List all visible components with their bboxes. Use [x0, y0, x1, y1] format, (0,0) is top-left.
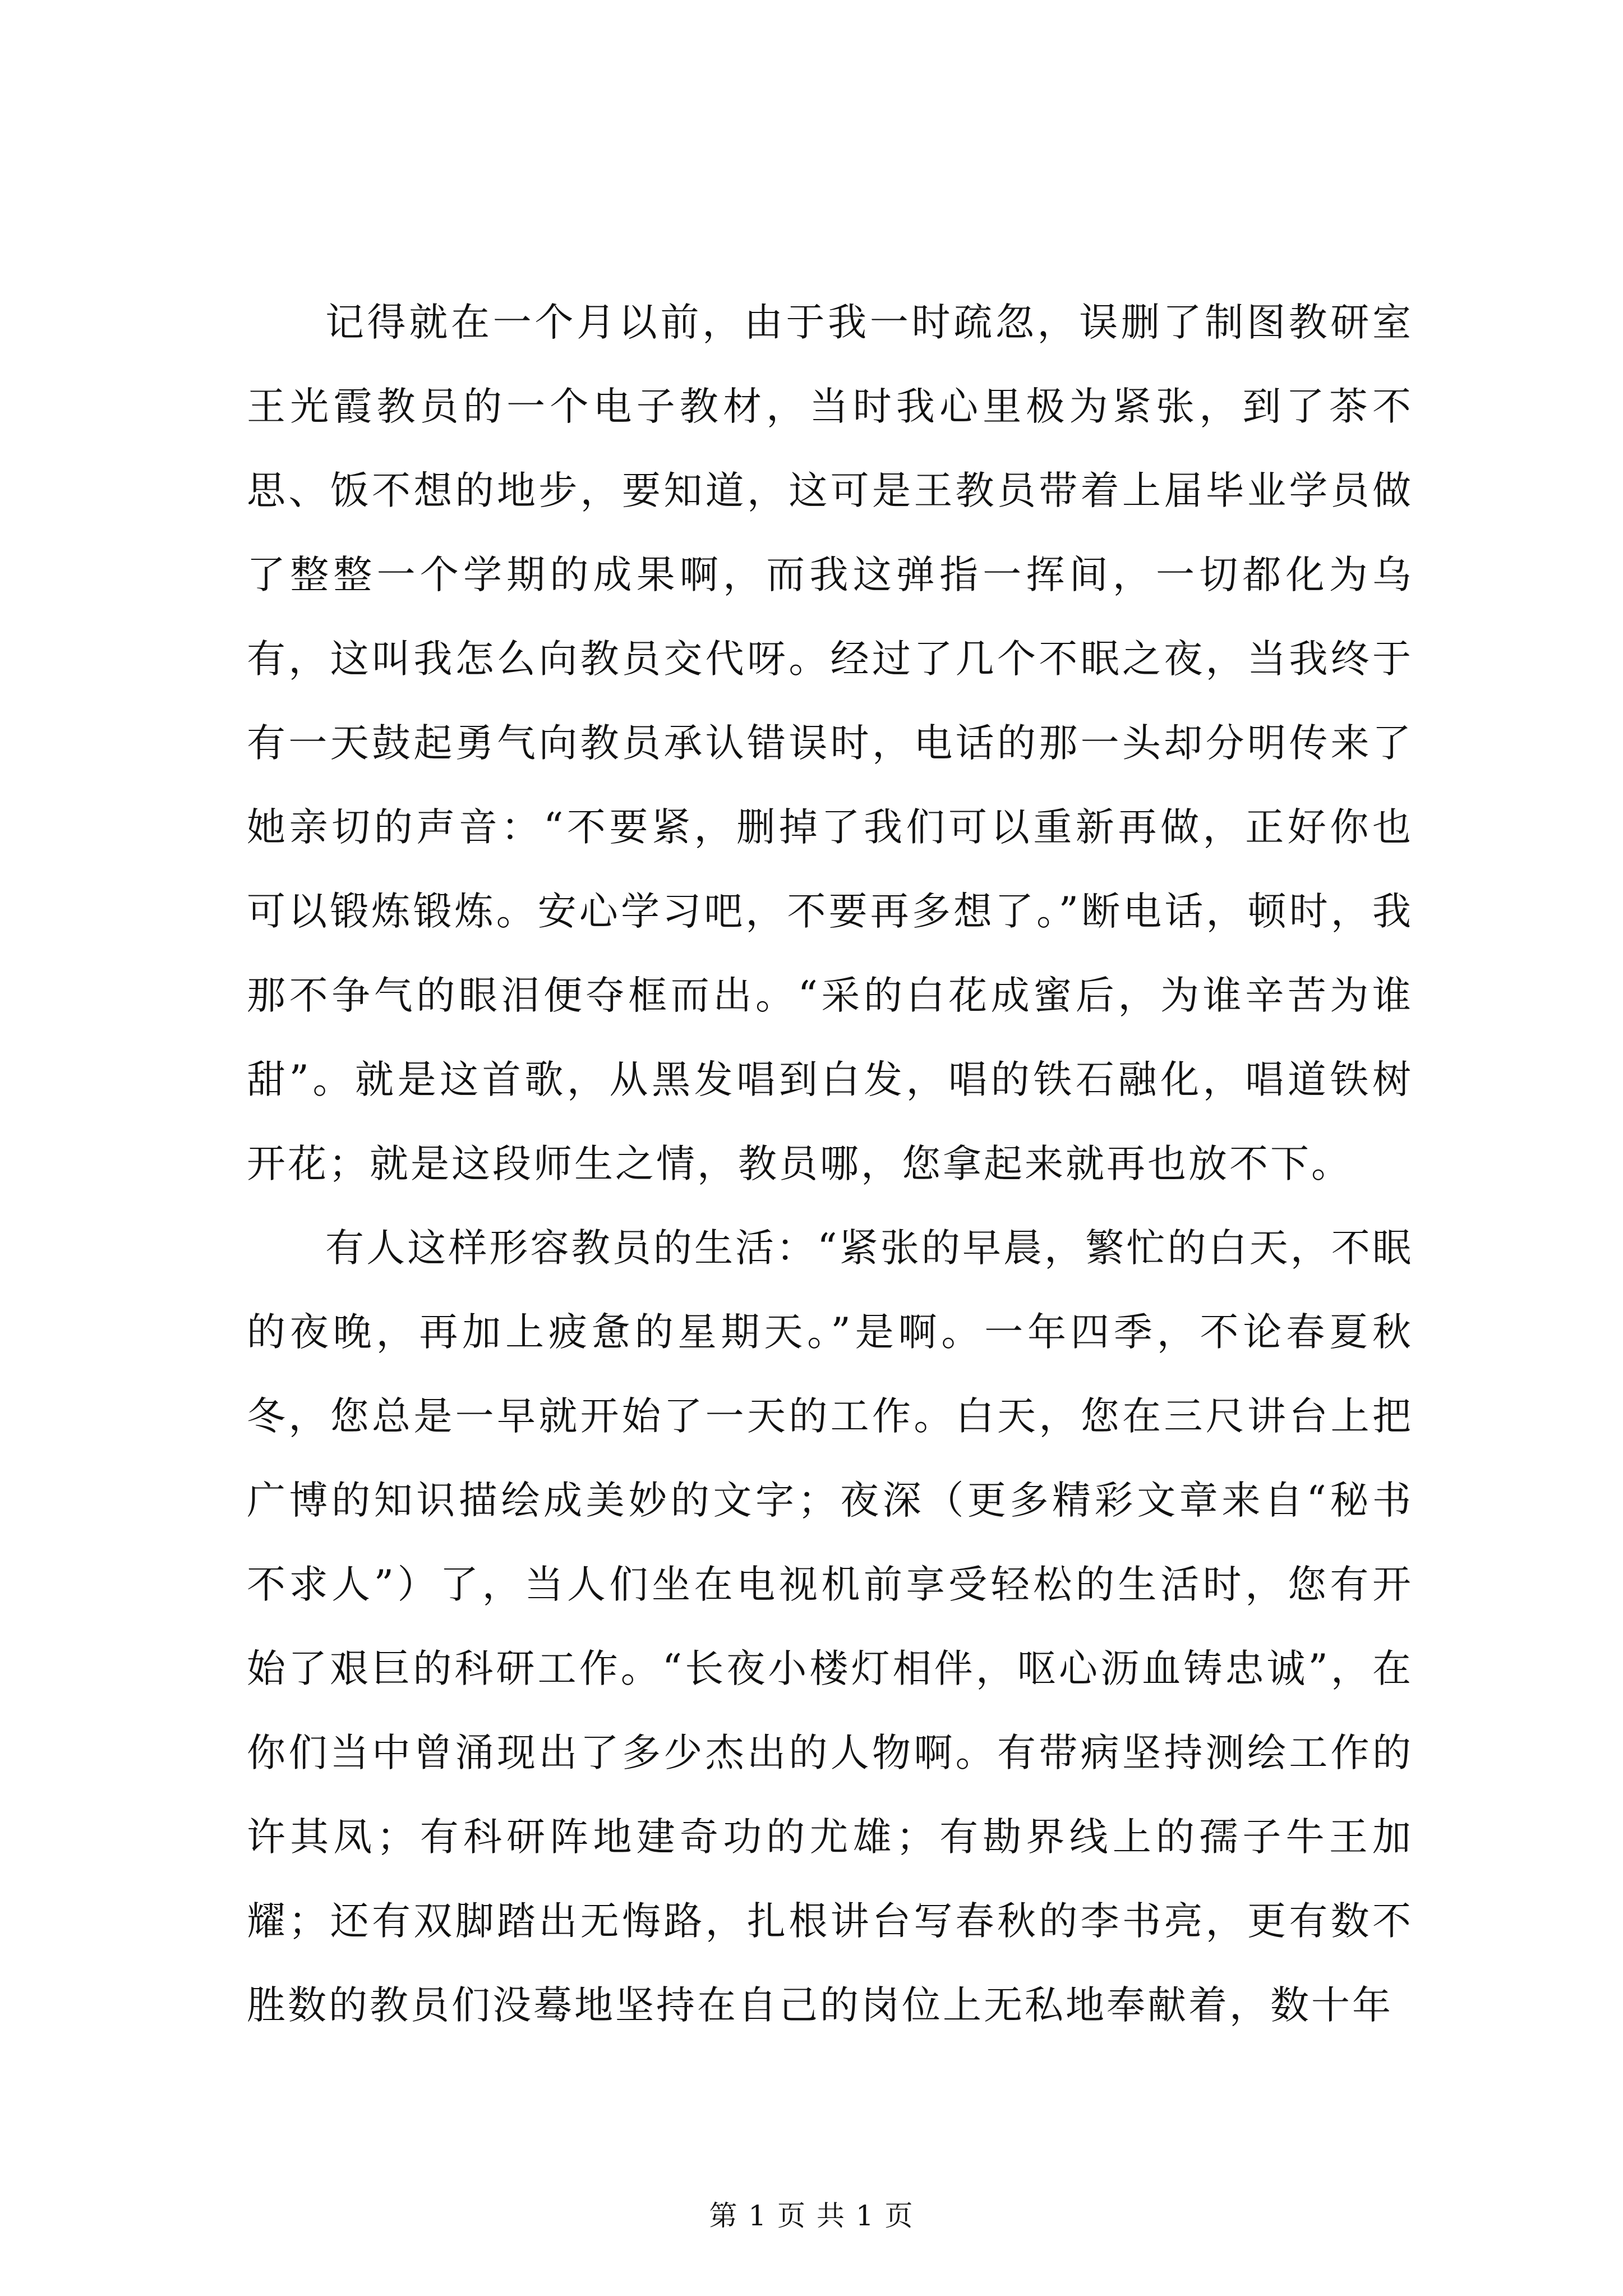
paragraph-1: 记得就在一个月以前，由于我一时疏忽，误删了制图教研室王光霞教员的一个电子教材，当时我心里极为紧张，到了茶不思、饭不想的地步，要知道，这可是王教员带着上届毕业学员做了整整一个学期的成果啊，而我这弹指一挥间，一切都化为乌有，这叫我怎么向教员交代呀。经过了几个不眠之夜，当我终于有一天鼓起勇气向教员承认错误时，电话的那一头却分明传来了她亲切的声音：“不要紧，删掉了我们可以重新再做，正好你也可以锻炼锻炼。安心学习吧，不要再多想了。”断电话，顿时，我那不争气的眼泪便夺框而出。“采的白花成蜜后，为谁辛苦为谁甜”。就是这首歌，从黑发唱到白发，唱的铁石融化，唱道铁树开花；就是这段师生之情，教员哪，您拿起来就再也放不下。 — [247, 300, 1413, 1186]
paragraph-2: 有人这样形容教员的生活：“紧张的早晨，繁忙的白天，不眠的夜晚，再加上疲惫的星期天。”是啊。一年四季，不论春夏秋冬，您总是一早就开始了一天的工作。白天，您在三尺讲台上把广博的知识描绘成美妙的文字；夜深（更多精彩文章来自“秘书不求人”）了，当人们坐在电视机前享受轻松的生活时，您有开始了艰巨的科研工作。“长夜小楼灯相伴，呕心沥血铸忠诚”，在你们当中曾涌现出了多少杰出的人物啊。有带病坚持测绘工作的许其凤；有科研阵地建奇功的尤雄；有勘界线上的孺子牛王加耀；还有双脚踏出无悔路，扎根讲台写春秋的李书亮，更有数不胜数的教员们没蓦地坚持在自己的岗位上无私地奉献着，数十年 — [247, 1226, 1413, 2028]
document-body — [247, 280, 1413, 2047]
page-footer: 第 1 页 共 1 页 — [709, 2200, 914, 2232]
